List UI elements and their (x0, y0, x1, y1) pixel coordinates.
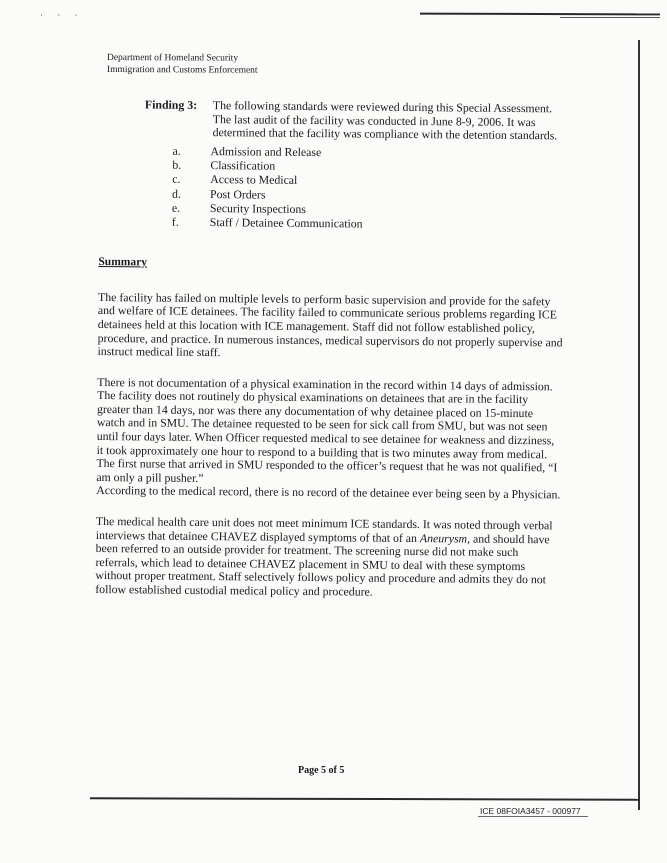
report-body (95, 98, 565, 601)
standards-list (172, 145, 638, 235)
list-marker: f. (171, 214, 179, 229)
summary-paragraph-4 (95, 515, 561, 601)
list-marker: b. (172, 157, 182, 172)
right-margin-rule (638, 40, 640, 810)
list-marker: e. (171, 200, 181, 215)
agency-header-line1: Department of Homeland Security (106, 52, 239, 64)
standard-label: Admission and Release (210, 144, 322, 160)
p4-text-start: The medical health care unit does not meet minimum ICE standards. It was noted through verbal interviews that detainee CHAVEZ displayed symptoms of that of an (95, 514, 553, 545)
standard-label: Post Orders (210, 186, 266, 202)
top-rule (420, 13, 660, 16)
p4-italic-term: Aneurysm (419, 530, 468, 546)
top-rule-secondary (560, 17, 660, 18)
standard-label: Security Inspections (209, 200, 307, 216)
finding-label: Finding 3: (144, 97, 198, 112)
agency-header-line2: Immigration and Customs Enforcement (106, 64, 258, 76)
scan-specks: · · · (40, 10, 84, 20)
bates-number: ICE 08FOIA3457 - 000977 (480, 806, 581, 816)
summary-heading: Summary (98, 256, 148, 269)
summary-paragraph-1: The facility has failed on multiple levels to perform basic supervision and provide for the safety and welfare of ICE detainees. The facility failed to communicate serious problems regarding ICE detainees held at this location with ICE management. Staff did not follow established policy, procedure, and practice. In numerous instances, medical supervisors do not properly supervise and instruct medical line staff. (97, 289, 563, 360)
page-number: Page 5 of 5 (298, 765, 345, 776)
list-marker: a. (172, 143, 181, 158)
standard-label: Access to Medical (210, 172, 298, 188)
standard-label: Classification (210, 158, 276, 173)
finding-text: The following standards were reviewed during this Special Assessment. The last audit of the facility was conducted in June 8-9, 2006. It was determined that the facility was compliance with the detention standards. (212, 98, 558, 143)
finding-block (100, 98, 565, 148)
summary-paragraph-2: There is not documentation of a physical examination in the record within 14 days of admission. The facility does not routinely do physical examinations on detainees that are in the facility greater than 14 days, nor was there any documentation of why detainee placed on 15-minute watch and in SMU. The detainee requested to be seen for sick call from SMU, but was not seen until four days later. When Officer requested medical to see detainee for weakness and dizziness, it took approximately one hour to respond to a building that is two minutes away from medical. The first nurse that arrived in SMU responded to the officer’s request that he was not qualified, “I am only a pill pusher.” (96, 374, 558, 485)
summary-paragraph-3: According to the medical record, there is no record of the detainee ever being seen by a Physician. (96, 483, 561, 502)
p4-text-end: , and should have been referred to an outside provider for treatment. The screening nurse did not make such referrals, which lead to detainee CHAVEZ placement in SMU to deal with these symptoms without proper treatment. Staff selectively follows policy and procedure and admits they do not follow established custodial medical policy and procedure. (95, 531, 550, 599)
agency-header (107, 52, 258, 77)
list-marker: d. (172, 186, 182, 201)
list-marker: c. (172, 172, 181, 187)
standard-label: Staff / Detainee Communication (209, 214, 363, 231)
bates-underline (478, 816, 588, 817)
bottom-rule (90, 797, 640, 800)
